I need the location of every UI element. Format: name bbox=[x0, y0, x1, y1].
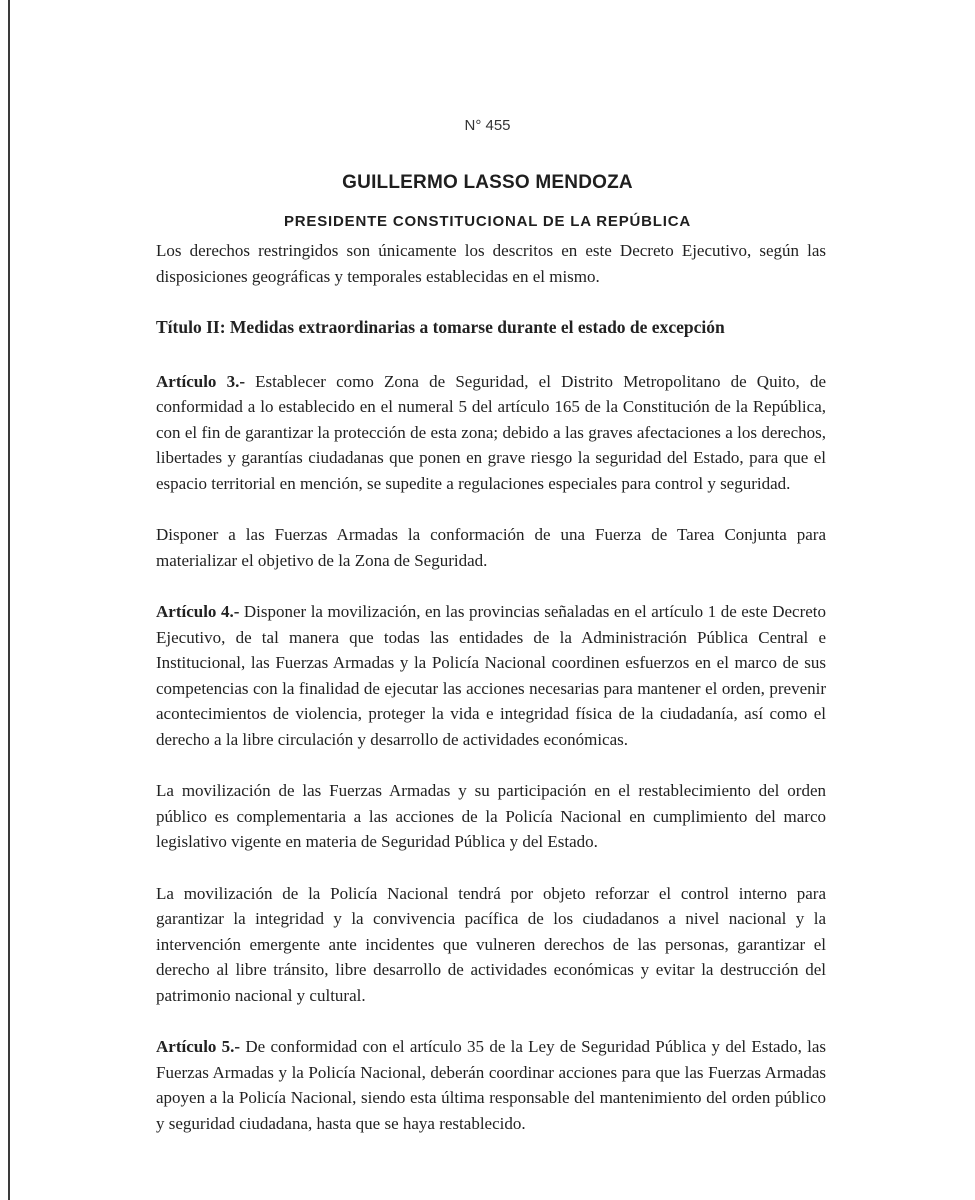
article-4-paragraph-3: La movilización de la Policía Nacional tendrá por objeto reforzar el control interno para garantizar la integridad y la convivencia pacífica de los ciudadanos a nivel nacional y la intervención emergente ante incidentes que vulneren derechos de las personas, garantizar el derecho al libre tránsito, libre desarrollo de actividades económicas y evitar la destrucción del patrimonio nacional y cultural. bbox=[156, 883, 826, 1005]
section-title: Título II: Medidas extraordinarias a tomarse durante el estado de excepción bbox=[156, 317, 725, 337]
article-4-text: Disponer la movilización, en las provincias señaladas en el artículo 1 de este Decreto Ejecutivo, de tal manera que todas las entidades de la Administración Pública Central e Institucional, las Fuerzas Armadas y la Policía Nacional coordinen esfuerzos en el marco de sus competencias con la finalidad de ejecutar las acciones necesarias para mantener el orden, prevenir acontecimientos de violencia, proteger la vida e integridad física de la ciudadanía, así como el derecho a la libre circulación y desarrollo de actividades económicas. bbox=[156, 602, 827, 749]
president-name: GUILLERMO LASSO MENDOZA bbox=[342, 172, 633, 193]
document-body bbox=[156, 238, 826, 1136]
article-3-paragraph-2: Disponer a las Fuerzas Armadas la conformación de una Fuerza de Tarea Conjunta para materializar el objetivo de la Zona de Seguridad. bbox=[156, 525, 826, 570]
article-3-label: Artículo 3.- bbox=[156, 371, 245, 391]
article-5-text: De conformidad con el artículo 35 de la Ley de Seguridad Pública y del Estado, las Fuerzas Armadas y la Policía Nacional, deberán coordinar acciones para que las Fuerzas Armadas apoyen a la Policía Nacional, siendo esta última responsable del mantenimiento del orden público y seguridad ciudadana, hasta que se haya restablecido. bbox=[156, 1037, 826, 1133]
article-3-paragraph bbox=[156, 369, 826, 497]
intro-paragraph: Los derechos restringidos son únicamente los descritos en este Decreto Ejecutivo, según las disposiciones geográficas y temporales establecidas en el mismo. bbox=[156, 241, 826, 286]
article-5-paragraph bbox=[156, 1034, 826, 1136]
president-title: PRESIDENTE CONSTITUCIONAL DE LA REPÚBLICA bbox=[284, 213, 691, 230]
article-4-paragraph-2: La movilización de las Fuerzas Armadas y su participación en el restablecimiento del orden público es complementaria a las acciones de la Policía Nacional en cumplimiento del marco legislativo vigente en materia de Seguridad Pública y del Estado. bbox=[156, 781, 826, 851]
article-4-label: Artículo 4.- bbox=[156, 602, 240, 621]
decree-number: N° 455 bbox=[464, 117, 511, 134]
article-4-paragraph bbox=[156, 599, 826, 752]
article-5-label: Artículo 5.- bbox=[156, 1037, 241, 1056]
article-3-text: Establecer como Zona de Seguridad, el Distrito Metropolitano de Quito, de conformidad a lo establecido en el numeral 5 del artículo 165 de la Constitución de la República, con el fin de garantizar la protección de esta zona; debido a las graves afectaciones a los derechos, libertades y garantías ciudadanas que ponen en grave riesgo la seguridad del Estado, para que el espacio territorial en mención, se supedite a regulaciones especiales para control y seguridad. bbox=[156, 371, 826, 493]
